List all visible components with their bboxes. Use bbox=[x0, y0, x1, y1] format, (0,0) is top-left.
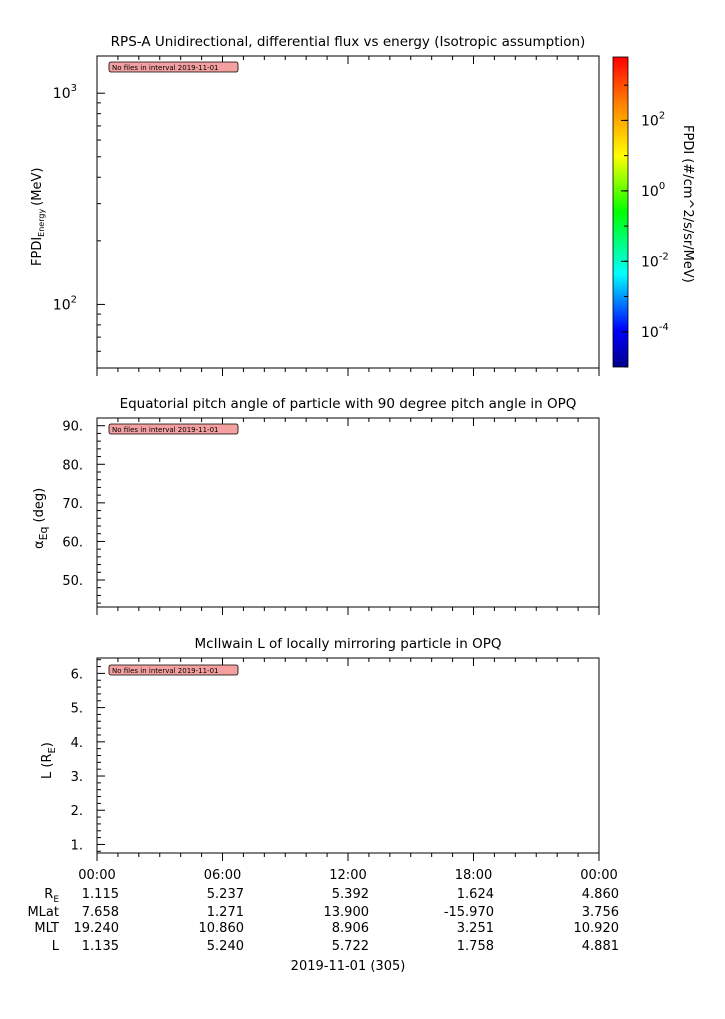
ephemeris-value: 10.920 bbox=[573, 921, 619, 936]
y-tick-label: 6. bbox=[70, 667, 83, 683]
ephemeris-value: 4.860 bbox=[581, 887, 619, 902]
y-tick-label bbox=[53, 83, 77, 102]
y-tick-label: 4. bbox=[70, 735, 83, 751]
panel-lshell-notice-text: No files in interval 2019-11-01 bbox=[112, 667, 219, 675]
ephemeris-row-label bbox=[27, 905, 59, 920]
time-axis-labels bbox=[78, 868, 617, 883]
panel-flux-x-ticks bbox=[97, 56, 599, 376]
panel-flux-frame bbox=[97, 56, 599, 368]
colorbar bbox=[613, 57, 695, 367]
ephemeris-value: 1.271 bbox=[206, 905, 244, 920]
x-tick-label: 00:00 bbox=[78, 868, 116, 883]
y-tick-label: 1. bbox=[70, 838, 83, 854]
ephemeris-value: 3.251 bbox=[456, 921, 494, 936]
date-label: 2019-11-01 (305) bbox=[290, 959, 406, 974]
colorbar-tick-label bbox=[641, 181, 665, 200]
panel-pitch-ylabel-main: α bbox=[32, 540, 47, 549]
panel-pitch-x-ticks bbox=[97, 418, 599, 615]
ephemeris-row-sub: E bbox=[53, 895, 59, 905]
y-tick-label-base: 10 bbox=[52, 297, 71, 314]
colorbar-tick-label-base: 10 bbox=[641, 254, 659, 271]
y-tick-label: 60. bbox=[62, 535, 83, 551]
panel-flux bbox=[30, 34, 599, 376]
panel-flux-notice-text: No files in interval 2019-11-01 bbox=[112, 64, 219, 72]
panel-lshell-title: McIlwain L of locally mirroring particle in OPQ bbox=[194, 636, 502, 652]
colorbar-tick-label-base: 10 bbox=[641, 183, 659, 200]
panel-flux-ylabel-sub: Energy bbox=[37, 208, 46, 237]
panel-pitch bbox=[32, 396, 599, 615]
ephemeris-value: -15.970 bbox=[443, 905, 494, 920]
panel-lshell-x-ticks bbox=[97, 658, 599, 861]
colorbar-tick-label-base: 10 bbox=[641, 113, 659, 130]
panel-lshell-ylabel-main: L (R bbox=[40, 753, 55, 779]
colorbar-tick-label bbox=[641, 322, 669, 341]
panel-pitch-title: Equatorial pitch angle of particle with 90 degree pitch angle in OPQ bbox=[119, 396, 577, 412]
ephemeris-row-name: R bbox=[44, 887, 54, 902]
y-tick-label: 90. bbox=[62, 419, 83, 435]
ephemeris-value: 5.392 bbox=[331, 887, 369, 902]
y-tick-label: 2. bbox=[70, 804, 83, 820]
ephemeris-value: 1.624 bbox=[456, 887, 494, 902]
ephemeris-row-label bbox=[52, 939, 60, 954]
ephemeris-value: 4.881 bbox=[581, 939, 619, 954]
ephemeris-row-name: MLat bbox=[27, 905, 59, 920]
ephemeris-value: 5.237 bbox=[206, 887, 244, 902]
panel-lshell bbox=[40, 636, 599, 861]
y-tick-label bbox=[53, 294, 77, 313]
x-tick-label: 12:00 bbox=[329, 868, 367, 883]
ephemeris-row-name: MLT bbox=[34, 921, 59, 936]
panel-pitch-ylabel-unit: (deg) bbox=[32, 487, 47, 523]
panel-pitch-notice-text: No files in interval 2019-11-01 bbox=[112, 426, 219, 434]
panel-lshell-y-ticks bbox=[71, 660, 105, 854]
panel-flux-ylabel-unit: (MeV) bbox=[30, 167, 45, 206]
panel-pitch-ylabel bbox=[32, 488, 50, 549]
panel-flux-ylabel bbox=[30, 168, 46, 266]
y-tick-label: 3. bbox=[70, 770, 83, 786]
ephemeris-value: 5.722 bbox=[331, 939, 369, 954]
colorbar-tick-label-exp: 2 bbox=[658, 110, 666, 122]
panel-pitch-ylabel-sub: Eq bbox=[37, 526, 50, 541]
y-tick-label: 70. bbox=[62, 496, 83, 512]
colorbar-tick-label bbox=[641, 251, 669, 270]
colorbar-tick-label bbox=[641, 110, 665, 129]
y-tick-label-exp: 3 bbox=[70, 83, 77, 95]
colorbar-tick-label-exp: -4 bbox=[658, 321, 669, 333]
colorbar-tick-label-base: 10 bbox=[641, 324, 659, 341]
x-tick-label: 18:00 bbox=[454, 868, 493, 883]
panel-lshell-notice bbox=[109, 665, 238, 675]
ephemeris-value: 19.240 bbox=[73, 921, 119, 936]
y-tick-label: 50. bbox=[62, 574, 83, 589]
panel-lshell-frame bbox=[97, 658, 599, 853]
panel-flux-notice bbox=[109, 62, 238, 72]
y-tick-label: 5. bbox=[70, 701, 83, 717]
panel-flux-ylabel-main: FPDI bbox=[30, 236, 45, 266]
y-tick-label-base: 10 bbox=[52, 86, 71, 103]
ephemeris-table bbox=[27, 887, 619, 954]
y-tick-label: 80. bbox=[62, 458, 83, 474]
panel-lshell-ylabel bbox=[40, 742, 58, 779]
ephemeris-row-label bbox=[34, 921, 59, 936]
panel-pitch-y-ticks bbox=[62, 418, 105, 603]
ephemeris-value: 1.135 bbox=[81, 939, 119, 954]
ephemeris-row-name: L bbox=[51, 939, 59, 954]
panel-lshell-ylabel-sub: E bbox=[47, 747, 58, 754]
panel-pitch-frame bbox=[97, 418, 599, 607]
colorbar-tick-label-exp: -2 bbox=[658, 251, 669, 263]
ephemeris-value: 1.758 bbox=[456, 939, 494, 954]
panel-flux-title: RPS-A Unidirectional, differential flux vs energy (Isotropic assumption) bbox=[110, 34, 586, 50]
panel-lshell-ylabel-unit: ) bbox=[40, 742, 55, 748]
ephemeris-value: 3.756 bbox=[581, 905, 619, 920]
ephemeris-value: 5.240 bbox=[206, 939, 244, 954]
colorbar-label: FPDI (#/cm^2/s/sr/MeV) bbox=[680, 125, 695, 283]
ephemeris-row-label bbox=[44, 887, 59, 905]
x-tick-label: 06:00 bbox=[203, 868, 242, 883]
colorbar-tick-label-exp: 0 bbox=[658, 180, 666, 192]
ephemeris-value: 13.900 bbox=[323, 905, 369, 920]
ephemeris-value: 1.115 bbox=[81, 887, 119, 902]
x-tick-label: 00:00 bbox=[580, 868, 618, 883]
ephemeris-value: 10.860 bbox=[198, 921, 244, 936]
ephemeris-value: 7.658 bbox=[81, 905, 119, 920]
y-tick-label-exp: 2 bbox=[70, 294, 77, 306]
panel-pitch-notice bbox=[109, 424, 238, 434]
ephemeris-value: 8.906 bbox=[331, 921, 369, 936]
colorbar-gradient bbox=[613, 57, 628, 367]
